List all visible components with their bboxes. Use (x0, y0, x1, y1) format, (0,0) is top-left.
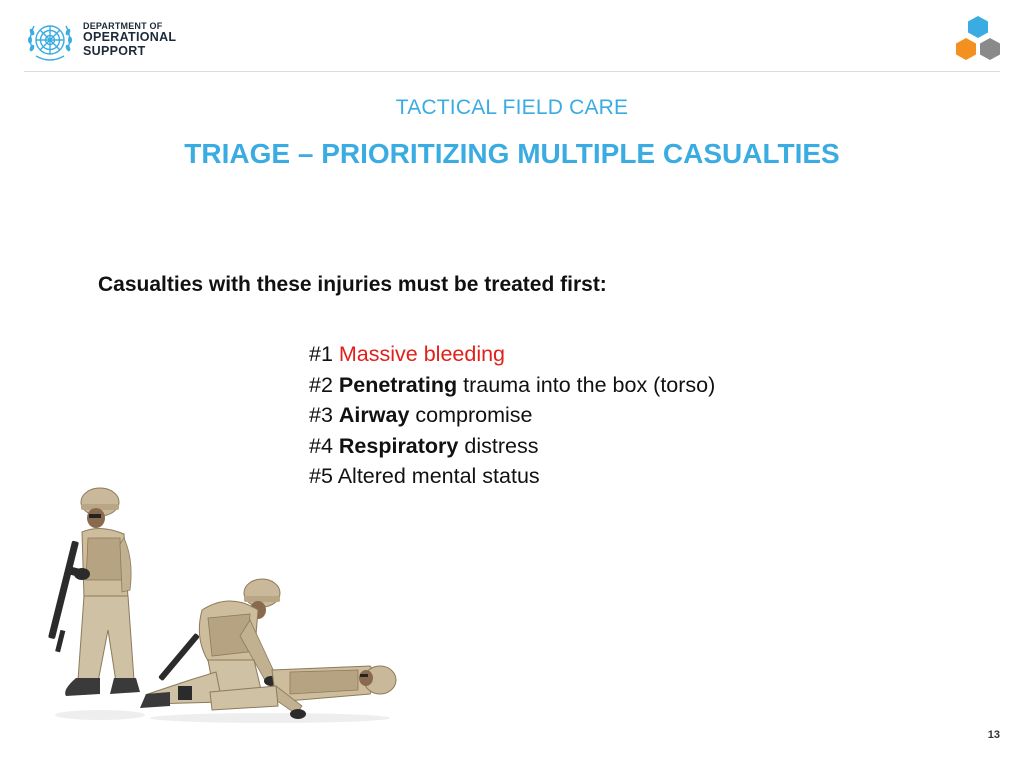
priority-item-2 (309, 370, 715, 401)
priority-text: Massive bleeding (338, 342, 506, 366)
priority-text: distress (458, 433, 539, 458)
slide-title: TRIAGE – PRIORITIZING MULTIPLE CASUALTIES (184, 138, 840, 169)
priority-number: #1 (309, 342, 339, 366)
priority-list (309, 339, 715, 492)
priority-item-3 (309, 400, 715, 431)
priority-number: #3 (309, 403, 339, 427)
dept-line-3: SUPPORT (83, 43, 146, 58)
priority-emphasis: Respiratory (338, 433, 459, 458)
priority-number: #2 (309, 372, 339, 397)
soldiers-triage-illustration (40, 480, 410, 730)
section-label: TACTICAL FIELD CARE (395, 96, 629, 119)
priority-text: trauma into the box (torso) (457, 372, 716, 397)
priority-item-1 (309, 339, 715, 370)
dept-line-1: DEPARTMENT OF (83, 21, 163, 31)
priority-text: compromise (409, 403, 533, 427)
priority-emphasis: Penetrating (338, 372, 458, 397)
header-divider (24, 71, 1000, 72)
hexagon-cluster-icon (950, 14, 1004, 68)
priority-emphasis: Airway (338, 403, 410, 427)
department-wordmark (83, 22, 176, 58)
lead-statement: Casualties with these injuries must be treated first: (98, 273, 607, 296)
priority-number: #5 (309, 464, 338, 488)
priority-item-4 (309, 431, 715, 462)
dept-line-2: OPERATIONAL (83, 30, 177, 45)
priority-number: #4 (309, 433, 339, 458)
standing-soldier-figure (48, 488, 140, 696)
un-emblem-icon (24, 18, 76, 66)
page-number: 13 (987, 729, 1000, 741)
slide-header (0, 0, 1024, 72)
priority-text: Altered mental status (337, 464, 540, 488)
